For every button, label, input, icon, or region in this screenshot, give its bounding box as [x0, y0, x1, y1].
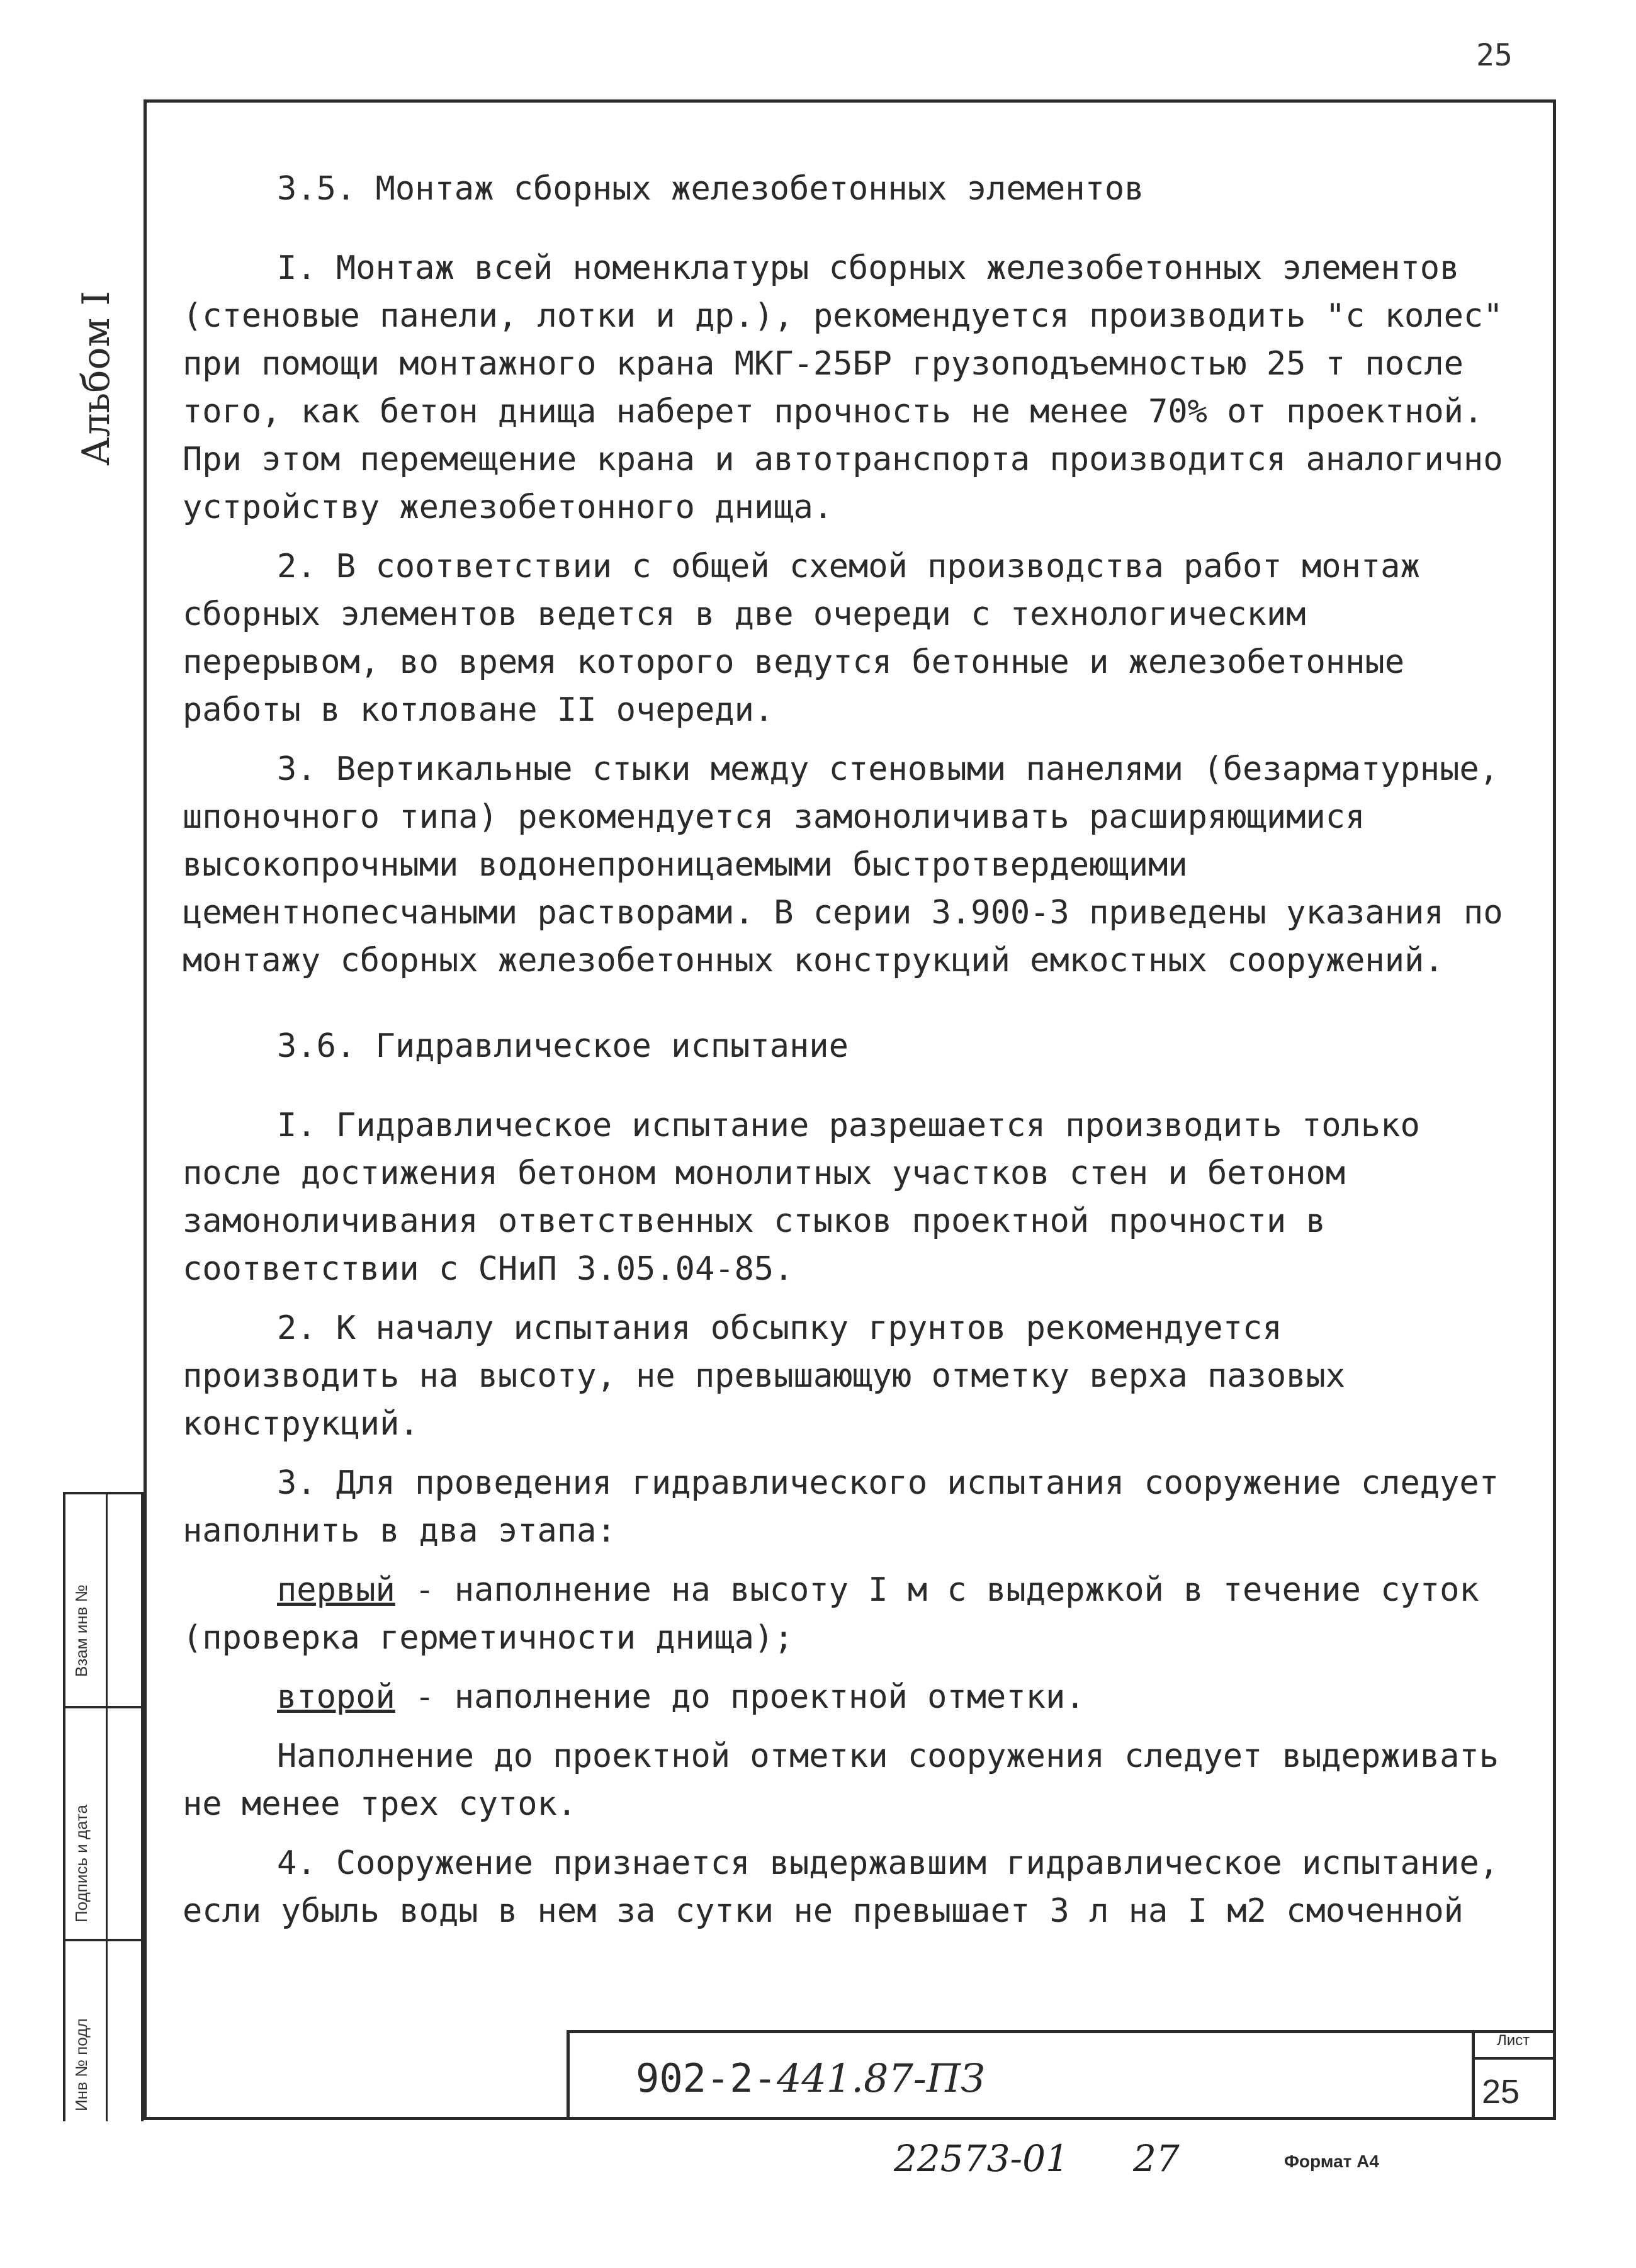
document-code-printed: 902-2- — [636, 2055, 777, 2101]
stamp-cell-orig-inv — [65, 1939, 141, 2121]
stage-1-text: - наполнение на высоту I м с выдержкой в течение суток (проверка герметичности днища); — [183, 1571, 1479, 1657]
paragraph-3-6-3: 3. Для проведения гидравлического испытания сооружение следует наполнить в два этапа: — [183, 1464, 1499, 1550]
inventory-number: 22573-01 — [894, 2137, 1069, 2180]
section-heading-3-6: 3.6. Гидравлическое испытание — [277, 1027, 849, 1065]
stamp-label-signature: Подпись и дата — [72, 1804, 91, 1922]
stamp-label-replace-inv: Взам инв № — [72, 1584, 91, 1677]
section-heading-3-5: 3.5. Монтаж сборных железобетонных элементов — [277, 170, 1144, 208]
document-code — [636, 2055, 985, 2101]
paragraph-stage-2 — [183, 1673, 1511, 1721]
paragraph-stage-1 — [183, 1566, 1511, 1662]
stamp-label-orig-inv: Инв № подл — [72, 2018, 91, 2111]
stamp-cell-replace-inv — [65, 1492, 141, 1706]
sheet-number: 25 — [1482, 2073, 1520, 2111]
footer-page-number: 27 — [1133, 2137, 1180, 2180]
stamp-divider — [106, 1941, 108, 2121]
paragraph-3-5-3: 3. Вертикальные стыки между стеновыми панелями (безарматурные, шпоночного типа) рекомендуется замоноличивать расширяющимися высокопрочными водонепроницаемыми быстротвердеющими цементнопесчаными растворами. В серии 3.900-3 приведены указания по монтажу сборных железобетонных конструкций емкостных сооружений. — [183, 750, 1503, 979]
paragraph-hold: Наполнение до проектной отметки сооружения следует выдерживать не менее трех суток. — [183, 1737, 1499, 1823]
paragraph-3-6-4: 4. Сооружение признается выдержавшим гидравлическое испытание, если убыль воды в нем за сутки не превышает 3 л на I м2 смоченной — [183, 1844, 1499, 1930]
left-stamp-column — [63, 1492, 144, 2121]
document-code-handwritten: 441.87 — [776, 2055, 913, 2101]
document-body — [183, 165, 1511, 1946]
album-label: Альбом I — [74, 291, 118, 466]
document-code-suffix: -ПЗ — [913, 2055, 985, 2101]
stamp-cell-signature — [65, 1706, 141, 1939]
format-label: Формат А4 — [1284, 2152, 1379, 2171]
stage-2-text: - наполнение до проектной отметки. — [395, 1678, 1085, 1716]
paragraph-3-5-2: 2. В соответствии с общей схемой производства работ монтаж сборных элементов ведется в две очереди с технологическим перерывом, во время которого ведутся бетонные и железобетонные работы в котловане II очереди. — [183, 548, 1420, 729]
sheet-box-divider — [1472, 2057, 1556, 2060]
top-page-mark: 25 — [1476, 38, 1513, 73]
stage-2-word: второй — [277, 1678, 395, 1716]
stage-1-word: первый — [277, 1571, 395, 1609]
paragraph-3-5-1: I. Монтаж всей номенклатуры сборных железобетонных элементов (стеновые панели, лотки и др.), рекомендуется производить "с колес" при помощи монтажного крана МКГ-25БР грузоподъемностью 25 т после того, как бетон днища наберет прочность не менее 70% от проектной. При этом перемещение крана и автотранспорта производится аналогично устройству железобетонного днища. — [183, 249, 1503, 526]
paragraph-3-6-2: 2. К началу испытания обсыпку грунтов рекомендуется производить на высоту, не превышающую отметку верха пазовых конструкций. — [183, 1309, 1346, 1443]
stamp-divider — [106, 1708, 108, 1939]
sheet-label: Лист — [1497, 2032, 1530, 2049]
stamp-divider — [106, 1494, 108, 1706]
paragraph-3-6-1: I. Гидравлическое испытание разрешается производить только после достижения бетоном монолитных участков стен и бетоном замоноличивания ответственных стыков проектной прочности в соответствии с СНиП 3.05.04-85. — [183, 1107, 1420, 1288]
